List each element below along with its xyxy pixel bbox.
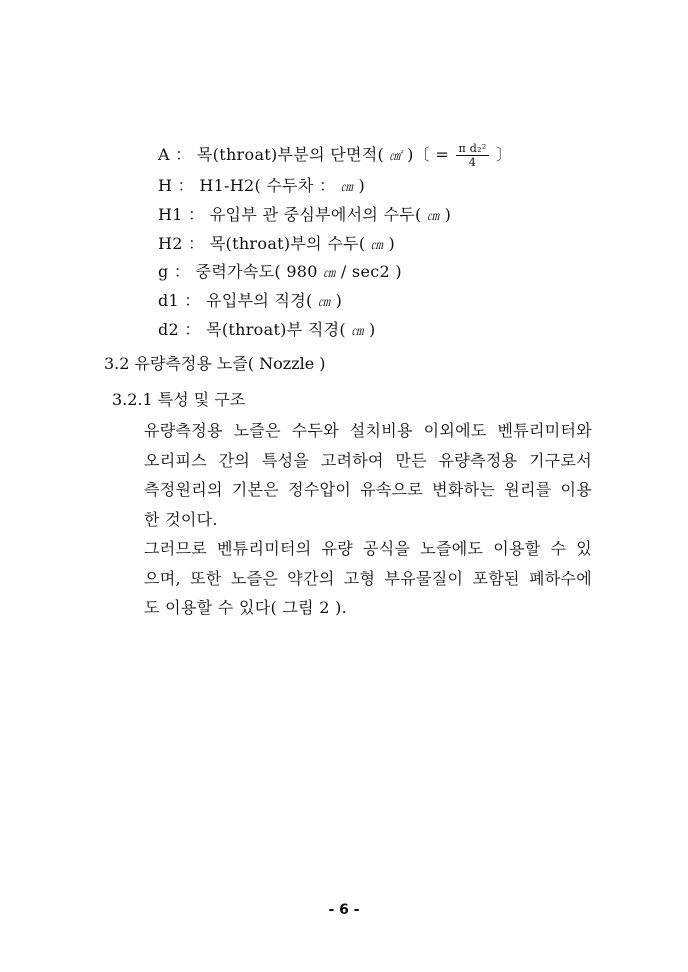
- var-d2-definition: [158, 320, 376, 341]
- var-d1-definition: [158, 291, 342, 312]
- area-formula-denominator: 4: [468, 156, 477, 169]
- paragraph-1-line-3: 측정원리의 기본은 정수압이 유속으로 변화하는 원리를 이용: [144, 480, 592, 499]
- paragraph-2-line-2: 으며, 또한 노즐은 약간의 고형 부유물질이 포함된 폐하수에: [144, 568, 592, 588]
- var-h-unit: ㎝: [340, 180, 354, 194]
- var-h1-definition: [158, 205, 451, 226]
- var-h1-tail: ): [444, 205, 452, 224]
- var-d1-label: d1 ： 유입부의 직경(: [158, 291, 313, 310]
- var-h-tail: ): [358, 176, 366, 195]
- var-g-label: g ： 중력가속도( 980: [158, 262, 318, 281]
- var-h1-label: H1 ： 유입부 관 중심부에서의 수두(: [158, 205, 422, 224]
- var-a-tail: )〔 =: [407, 145, 450, 164]
- var-d1-tail: ): [335, 291, 343, 310]
- paragraph-1: [144, 416, 592, 534]
- page-number: - 6 -: [328, 902, 360, 918]
- paragraph-2-line-3: 도 이용할 수 있다( 그림 2 ).: [144, 598, 348, 617]
- var-g-unit: ㎝: [323, 266, 336, 280]
- var-h2-unit: ㎝: [370, 238, 384, 252]
- var-h-label: H ： H1-H2( 수두차 ：: [158, 176, 336, 195]
- paragraph-2-line-1: 그러므로 벤튜리미터의 유량 공식을 노즐에도 이용할 수 있: [144, 539, 592, 558]
- var-a-unit: ㎠: [389, 149, 402, 163]
- var-d1-unit: ㎝: [317, 295, 331, 309]
- var-h2-label: H2 ： 목(throat)부의 수두(: [158, 234, 366, 253]
- paragraph-1-line-4: 한 것이다.: [144, 509, 218, 529]
- var-h2-definition: [158, 234, 395, 255]
- var-d2-tail: ): [369, 320, 376, 339]
- section-title: 3.2 유량측정용 노즐( Nozzle ): [104, 354, 326, 373]
- area-formula: [456, 142, 488, 169]
- subsection-title: 3.2.1 특성 및 구조: [112, 390, 246, 409]
- var-h-definition: [158, 176, 365, 197]
- paragraph-2: [144, 534, 592, 623]
- var-h2-tail: ): [388, 234, 396, 253]
- var-d2-unit: ㎝: [351, 324, 364, 338]
- var-d2-label: d2 ： 목(throat)부 직경(: [158, 320, 346, 339]
- area-formula-numerator: π d₂²: [458, 142, 487, 155]
- var-g-definition: [158, 262, 402, 283]
- var-g-tail: / sec2 ): [340, 262, 402, 281]
- paragraph-1-line-2: 오리피스 간의 특성을 고려하여 만든 유량측정용 기구로서: [144, 450, 592, 470]
- var-a-label: A ： 목(throat)부분의 단면적(: [158, 145, 385, 164]
- var-a-definition: [158, 142, 512, 169]
- paragraph-1-line-1: 유량측정용 노즐은 수두와 설치비용 이외에도 벤튜리미터와: [144, 421, 592, 440]
- var-a-close: 〕: [495, 145, 513, 164]
- var-h1-unit: ㎝: [426, 209, 440, 223]
